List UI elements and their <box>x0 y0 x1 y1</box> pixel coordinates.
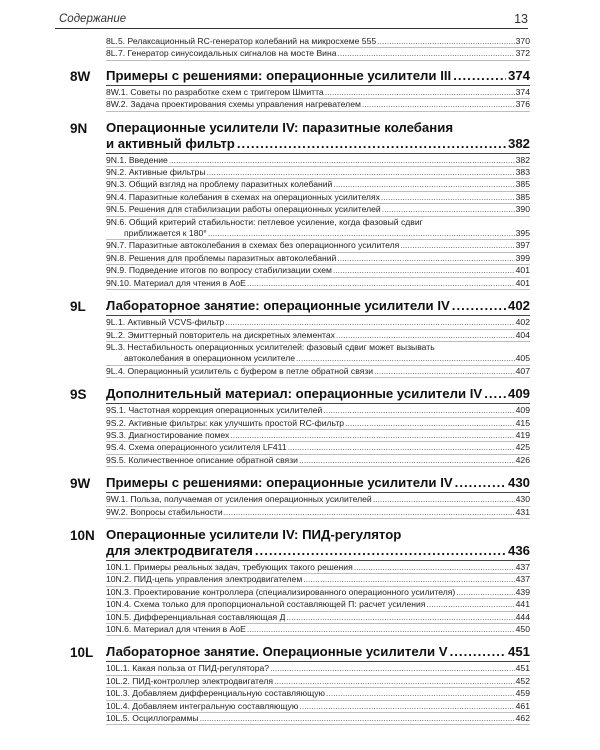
toc-entry <box>106 713 530 725</box>
entry-text: 9N.3. Общий взгляд на проблему паразитных колебаний <box>106 179 333 190</box>
toc-entry <box>106 624 530 636</box>
entry-page: 395 <box>515 228 530 239</box>
toc-entry <box>106 562 530 574</box>
toc-entry <box>106 455 530 467</box>
page-number: 13 <box>514 12 528 26</box>
chapter-title: Дополнительный материал: операционные усилители IV <box>106 386 483 402</box>
chapter-body <box>106 68 530 112</box>
chapter-page: 451 <box>507 644 530 660</box>
chapter-page: 382 <box>507 135 530 151</box>
entry-page: 415 <box>515 417 530 428</box>
dot-leader <box>208 228 515 239</box>
toc-entry <box>106 48 530 60</box>
entry-text: 10L.3. Добавляем дифференциальную составляющую <box>106 688 325 699</box>
dot-leader <box>299 455 515 466</box>
chapter-code: 10N <box>70 527 95 543</box>
toc-entry <box>106 179 530 191</box>
dot-leader <box>323 405 514 416</box>
toc-entry <box>106 240 530 252</box>
entry-line-2 <box>106 228 530 239</box>
table-of-contents <box>70 36 530 733</box>
toc-entry <box>106 418 530 430</box>
dot-leader <box>270 663 515 674</box>
entry-page: 409 <box>515 405 530 416</box>
chapter-title-row <box>106 543 530 561</box>
entry-page: 407 <box>515 365 530 376</box>
chapter-page: 374 <box>507 67 530 83</box>
dot-leader <box>286 612 514 623</box>
entry-page: 404 <box>515 329 530 340</box>
toc-entry <box>106 167 530 179</box>
chapter-body <box>106 298 530 378</box>
entry-text: 10N.1. Примеры реальных задач, требующих такого решения <box>106 561 353 572</box>
entry-page: 385 <box>515 179 530 190</box>
entry-page: 439 <box>515 586 530 597</box>
entry-text: 9N.5. Решения для стабилизации работы операционных усилителей <box>106 204 381 215</box>
entry-text: 8W.2. Задача проектирования схемы управления нагревателем <box>106 99 361 110</box>
dot-leader <box>225 317 514 328</box>
toc-entry <box>106 253 530 265</box>
entry-page: 450 <box>515 624 530 634</box>
entry-page: 462 <box>515 713 530 724</box>
entry-text: 8W.1. Советы по разработке схем с триггером Шмитта <box>106 86 324 97</box>
entry-text: 9N.2. Активные фильтры <box>106 167 206 178</box>
toc-entry <box>106 430 530 442</box>
entry-text-continued: автоколебания в операционном усилителе <box>124 353 296 364</box>
chapter-title: Примеры с решениями: операционные усилители III <box>106 67 452 83</box>
dot-leader <box>224 507 515 518</box>
toc-entry <box>106 574 530 586</box>
dot-leader <box>333 265 515 276</box>
running-head-title: Содержание <box>59 13 127 25</box>
entry-text: 10L.4. Добавляем интегральную составляющую <box>106 700 299 711</box>
dot-leader <box>337 253 514 264</box>
dot-leader <box>207 167 515 178</box>
entry-page: 397 <box>515 240 530 251</box>
toc-entry <box>106 217 530 241</box>
entry-page: 441 <box>515 599 530 610</box>
entry-page: 444 <box>515 611 530 622</box>
entry-text: 9N.6. Общий критерий стабильности: петлевое усиление, когда фазовый сдвиг <box>106 216 423 227</box>
entry-text: 10L.2. ПИД-контроллер электродвигателя <box>106 675 274 686</box>
entry-text: 9N.4. Паразитные колебания в схемах на операционных усилителях <box>106 191 380 202</box>
entry-text: 9N.8. Решения для проблемы паразитных автоколебаний <box>106 252 337 263</box>
chapter-title-row <box>106 68 530 86</box>
entry-page: 370 <box>515 36 530 46</box>
dot-leader <box>247 624 515 635</box>
entry-text: 10L.5. Осциллограммы <box>106 713 199 724</box>
entry-page: 437 <box>515 561 530 572</box>
entry-text: 9S.5. Количественное описание обратной связи <box>106 454 298 465</box>
toc-entry <box>106 587 530 599</box>
entry-page: 452 <box>515 675 530 686</box>
chapter-title-row <box>106 475 530 493</box>
dot-leader <box>274 676 515 687</box>
dot-leader <box>354 562 515 573</box>
entry-page: 390 <box>515 204 530 215</box>
chapter-code: 9L <box>70 299 86 315</box>
dot-leader <box>452 298 506 314</box>
chapter-page: 402 <box>507 298 530 314</box>
entry-page: 426 <box>515 454 530 465</box>
dot-leader <box>381 192 515 203</box>
toc-entry <box>106 663 530 675</box>
entry-text-continued: приближается к 180° <box>124 228 207 239</box>
entry-text: 9N.9. Подведение итогов по вопросу стабилизации схем <box>106 265 332 276</box>
entry-line-2 <box>106 353 530 364</box>
chapter-title-continued: для электродвигателя <box>106 542 253 558</box>
dot-leader <box>450 644 506 660</box>
toc-entry <box>106 405 530 417</box>
toc-entry <box>106 507 530 519</box>
chapter-block <box>70 527 530 636</box>
toc-entry <box>106 688 530 700</box>
entry-page: 459 <box>515 688 530 699</box>
entry-text: 10N.3. Проектирование контроллера (специализированного операционного усилителя) <box>106 586 456 597</box>
dot-leader <box>200 713 515 724</box>
toc-entry <box>106 204 530 216</box>
chapter-body <box>106 120 530 290</box>
dot-leader <box>426 599 514 610</box>
entry-text: 9L.4. Операционный усилитель с буфером в петле обратной связи <box>106 365 374 376</box>
entry-text: 9L.1. Активный VCVS-фильтр <box>106 317 225 328</box>
entry-page: 405 <box>515 353 530 364</box>
entry-text: 9W.1. Польза, получаемая от усиления операционных усилителей <box>106 494 372 505</box>
entry-page: 461 <box>515 700 530 711</box>
entry-text: 9S.4. Схема операционного усилителя LF411 <box>106 442 287 453</box>
toc-entry <box>106 442 530 454</box>
chapter-title: Операционные усилители IV: паразитные колебания <box>106 119 454 135</box>
chapter-page: 436 <box>507 542 530 558</box>
chapter-title-row <box>106 136 530 154</box>
entry-text: 10N.6. Материал для чтения в AoE <box>106 624 246 634</box>
dot-leader <box>333 179 514 190</box>
entry-page: 419 <box>515 429 530 440</box>
dot-leader <box>338 48 515 59</box>
chapter-page: 409 <box>507 386 530 402</box>
toc-entry <box>106 99 530 111</box>
entry-text: 9N.10. Материал для чтения в AoE <box>106 277 246 288</box>
entry-text: 8L.7. Генератор синусоидальных сигналов на мосте Вина <box>106 48 337 59</box>
dot-leader <box>484 386 506 402</box>
toc-entry <box>106 265 530 277</box>
chapter-block <box>70 298 530 378</box>
chapter-block <box>70 475 530 519</box>
entry-text: 10N.4. Схема только для пропорциональной составляющей П: расчет усиления <box>106 599 426 610</box>
entry-page: 401 <box>515 265 530 276</box>
chapter-body <box>106 527 530 636</box>
dot-leader <box>345 418 515 429</box>
chapter-title-row <box>106 644 530 662</box>
entry-page: 383 <box>515 167 530 178</box>
entry-page: 401 <box>515 277 530 288</box>
entry-page: 376 <box>515 99 530 110</box>
chapter-title: Лабораторное занятие: операционные усилители IV <box>106 298 450 314</box>
entry-page: 437 <box>515 574 530 585</box>
chapter-page: 430 <box>507 475 530 491</box>
entry-page: 399 <box>515 252 530 263</box>
entry-text: 9L.2. Эмиттерный повторитель на дискретных элементах <box>106 329 335 340</box>
toc-entry <box>106 366 530 378</box>
chapter-body <box>106 475 530 519</box>
entry-page: 430 <box>515 494 530 505</box>
dot-leader <box>336 330 515 341</box>
toc-entry <box>106 87 530 99</box>
dot-leader <box>247 278 515 289</box>
dot-leader <box>326 688 515 699</box>
chapter-title-row <box>106 386 530 404</box>
entry-page: 402 <box>515 317 530 328</box>
toc-entry <box>106 676 530 688</box>
entry-text: 9N.7. Паразитные автоколебания в схемах без операционного усилителя <box>106 240 400 251</box>
dot-leader <box>296 353 515 364</box>
toc-entry <box>106 155 530 167</box>
toc-entry <box>106 36 530 48</box>
dot-leader <box>400 240 514 251</box>
dot-leader <box>382 204 515 215</box>
dot-leader <box>169 155 515 166</box>
chapter-body <box>106 644 530 725</box>
entry-text: 10N.5. Дифференциальная составляющая Д <box>106 611 286 622</box>
chapter-title: Операционные усилители IV: ПИД-регулятор <box>106 526 402 542</box>
entry-text: 8L.5. Релаксационный RC-генератор колебаний на микросхеме 555 <box>106 36 377 46</box>
entry-text: 9S.3. Диагностирование помех <box>106 429 230 440</box>
entry-text: 9S.1. Частотная коррекция операционных усилителей <box>106 405 323 416</box>
chapter-title-row <box>106 298 530 316</box>
carryover-section <box>106 36 530 61</box>
toc-entry <box>106 701 530 713</box>
dot-leader <box>255 543 506 559</box>
dot-leader <box>455 475 506 491</box>
dot-leader <box>325 87 515 98</box>
dot-leader <box>303 574 514 585</box>
chapter-title-continued: и активный фильтр <box>106 135 235 151</box>
dot-leader <box>299 701 514 712</box>
toc-entry <box>106 278 530 290</box>
chapter-block <box>70 644 530 725</box>
page-header <box>55 12 528 29</box>
entry-page: 374 <box>515 86 530 97</box>
chapter-code: 10L <box>70 645 94 661</box>
chapter-code: 9W <box>70 476 91 492</box>
chapter-block <box>70 120 530 290</box>
toc-entry <box>106 330 530 342</box>
dot-leader <box>377 36 515 47</box>
toc-entry <box>106 612 530 624</box>
chapter-block <box>70 386 530 467</box>
entry-page: 382 <box>515 154 530 165</box>
entry-page: 425 <box>515 442 530 453</box>
dot-leader <box>453 68 506 84</box>
entry-page: 451 <box>515 663 530 674</box>
chapter-code: 9N <box>70 120 88 136</box>
toc-entry <box>106 494 530 506</box>
dot-leader <box>288 442 515 453</box>
entry-page: 372 <box>515 48 530 59</box>
entry-text: 9S.2. Активные фильтры: как улучшить простой RC-фильтр <box>106 417 345 428</box>
chapter-title: Лабораторное занятие. Операционные усилители V <box>106 644 448 660</box>
dot-leader <box>374 366 515 377</box>
entry-text: 9L.3. Нестабильность операционных усилителей: фазовый сдвиг может вызывать <box>106 341 435 352</box>
dot-leader <box>373 494 515 505</box>
dot-leader <box>237 136 506 152</box>
dot-leader <box>456 587 514 598</box>
dot-leader <box>362 99 515 110</box>
entry-page: 385 <box>515 191 530 202</box>
entry-page: 431 <box>515 506 530 517</box>
chapter-code: 8W <box>70 68 91 84</box>
toc-entry <box>106 599 530 611</box>
entry-text: 9N.1. Введение <box>106 154 168 165</box>
chapter-body <box>106 386 530 467</box>
entry-text: 9W.2. Вопросы стабильности <box>106 506 223 517</box>
dot-leader <box>230 430 514 441</box>
chapter-title: Примеры с решениями: операционные усилители IV <box>106 475 453 491</box>
toc-entry <box>106 317 530 329</box>
entry-text: 10N.2. ПИД-цепь управления электродвигателем <box>106 574 303 585</box>
toc-entry <box>106 342 530 366</box>
entry-text: 10L.1. Какая польза от ПИД-регулятора? <box>106 663 270 674</box>
chapter-block <box>70 68 530 112</box>
toc-entry <box>106 192 530 204</box>
chapter-code: 9S <box>70 387 87 403</box>
